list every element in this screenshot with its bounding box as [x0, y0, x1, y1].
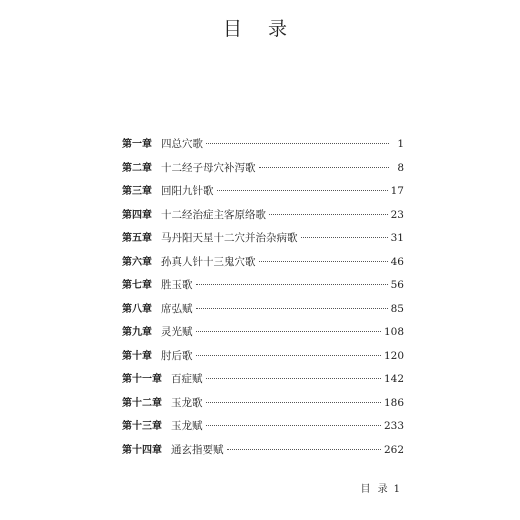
- dot-leader: [217, 189, 388, 191]
- footer-page-number: 1: [393, 484, 400, 495]
- toc-entry[interactable]: [122, 349, 404, 373]
- chapter-title: 席弘赋: [161, 302, 193, 315]
- toc-entry[interactable]: [122, 396, 404, 420]
- dot-leader: [206, 401, 381, 403]
- chapter-number: 第一章: [122, 139, 152, 150]
- page-number: 120: [383, 349, 404, 362]
- chapter-number: 第四章: [122, 209, 152, 221]
- chapter-number: 第二章: [122, 162, 152, 174]
- chapter-title: 十二经治症主客原络歌: [161, 208, 266, 221]
- page-number: 17: [390, 185, 404, 197]
- dot-leader: [259, 166, 390, 168]
- page-number: 233: [383, 420, 404, 432]
- toc-entry[interactable]: [122, 443, 404, 467]
- chapter-number: 第十一章: [122, 374, 162, 385]
- chapter-title: 玉龙歌: [171, 396, 203, 409]
- dot-leader: [269, 213, 388, 215]
- chapter-title: 玉龙赋: [171, 420, 203, 432]
- page-number: 108: [383, 326, 404, 338]
- chapter-title: 百症赋: [171, 373, 203, 385]
- page-title: 目 录: [222, 18, 298, 40]
- dot-leader: [196, 283, 388, 285]
- page-number: 142: [383, 373, 404, 385]
- page-number: 46: [390, 255, 404, 268]
- page-number: 262: [383, 443, 404, 456]
- dot-leader: [206, 377, 381, 379]
- chapter-number: 第十二章: [122, 397, 162, 409]
- chapter-title: 回阳九针歌: [161, 185, 214, 197]
- chapter-title: 马丹阳天星十二穴并治杂病歌: [161, 232, 298, 244]
- toc-entry[interactable]: [122, 208, 404, 232]
- page-number: 186: [383, 396, 404, 409]
- chapter-number: 第九章: [122, 327, 152, 338]
- dot-leader: [196, 354, 381, 356]
- chapter-title: 灵光赋: [161, 326, 193, 338]
- dot-leader: [206, 424, 381, 426]
- chapter-number: 第八章: [122, 303, 152, 315]
- chapter-title: 胜玉歌: [161, 279, 193, 291]
- dot-leader: [301, 236, 388, 238]
- toc-list: [122, 137, 404, 466]
- chapter-title: 通玄指要赋: [171, 443, 224, 456]
- footer-label: 目 录: [360, 484, 390, 495]
- chapter-number: 第七章: [122, 280, 152, 291]
- toc-entry[interactable]: [122, 137, 404, 161]
- page-number: 23: [390, 208, 404, 221]
- page-number: 8: [397, 161, 404, 174]
- chapter-title: 肘后歌: [161, 349, 193, 362]
- toc-entry[interactable]: [122, 419, 404, 443]
- dot-leader: [206, 142, 389, 144]
- toc-entry[interactable]: [122, 278, 404, 302]
- toc-entry[interactable]: [122, 161, 404, 185]
- chapter-number: 第十四章: [122, 444, 162, 456]
- chapter-number: 第三章: [122, 186, 152, 197]
- toc-entry[interactable]: [122, 372, 404, 396]
- toc-entry[interactable]: [122, 302, 404, 326]
- toc-entry[interactable]: [122, 231, 404, 255]
- dot-leader: [259, 260, 388, 262]
- chapter-number: 第十章: [122, 350, 152, 362]
- page-number: 1: [397, 138, 404, 150]
- chapter-number: 第六章: [122, 256, 152, 268]
- chapter-title: 十二经子母穴补泻歌: [161, 161, 256, 174]
- toc-entry[interactable]: [122, 325, 404, 349]
- page-number: 56: [390, 279, 404, 291]
- page-number: 85: [390, 302, 404, 315]
- dot-leader: [196, 330, 381, 332]
- chapter-title: 四总穴歌: [161, 138, 203, 150]
- chapter-number: 第五章: [122, 233, 152, 244]
- page-footer: [360, 480, 400, 495]
- dot-leader: [196, 307, 388, 309]
- chapter-number: 第十三章: [122, 421, 162, 432]
- page-number: 31: [390, 232, 404, 244]
- chapter-title: 孙真人针十三鬼穴歌: [161, 255, 256, 268]
- toc-entry[interactable]: [122, 184, 404, 208]
- dot-leader: [227, 448, 381, 450]
- toc-entry[interactable]: [122, 255, 404, 279]
